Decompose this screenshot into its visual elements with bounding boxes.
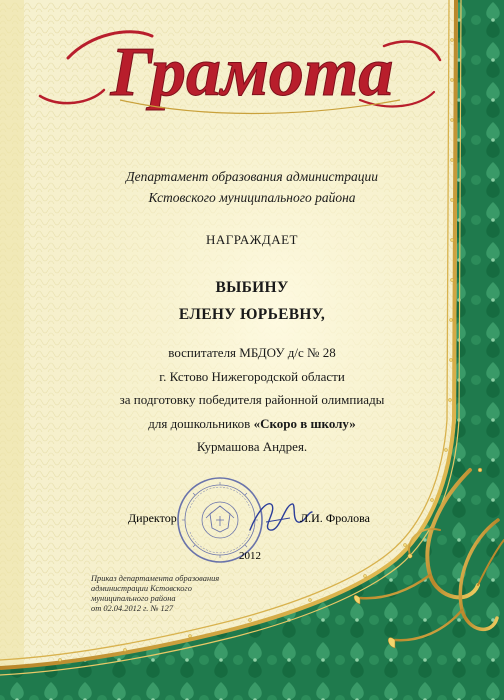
issuer-line-1: Департамент образования администрации bbox=[126, 169, 378, 184]
awards-heading: НАГРАЖДАЕТ bbox=[205, 232, 299, 247]
award-text bbox=[0, 341, 504, 459]
recipient-position: воспитателя МБДОУ д/с № 28 bbox=[168, 345, 336, 360]
issue-year: 2012 bbox=[239, 550, 261, 562]
order-line-1: Приказ департамента образования bbox=[91, 574, 220, 583]
audience-prefix: для дошкольников bbox=[148, 415, 254, 431]
olympiad-name: «Скоро в школу» bbox=[253, 415, 356, 431]
director-title: Директор bbox=[128, 511, 177, 525]
order-reference bbox=[91, 574, 219, 614]
order-line-2: администрации Кстовского bbox=[91, 584, 192, 593]
order-line-3: муниципального района bbox=[91, 594, 176, 603]
recipient-name: ЕЛЕНУ ЮРЬЕВНУ, bbox=[178, 306, 326, 323]
student-name: Курмашова Андрея. bbox=[196, 439, 308, 454]
director-name: Л.И. Фролова bbox=[300, 511, 370, 525]
recipient-surname: ВЫБИНУ bbox=[215, 279, 289, 296]
award-reason: за подготовку победителя районной олимпиады bbox=[119, 392, 385, 407]
page-title: Грамота bbox=[110, 34, 394, 111]
issuer bbox=[0, 166, 504, 208]
award-audience bbox=[0, 412, 504, 436]
issuer-line-2: Кстовского муниципального района bbox=[148, 190, 356, 205]
recipient-location: г. Кстово Нижегородской области bbox=[159, 368, 345, 384]
order-line-4: от 02.04.2012 г. № 127 bbox=[91, 604, 174, 613]
